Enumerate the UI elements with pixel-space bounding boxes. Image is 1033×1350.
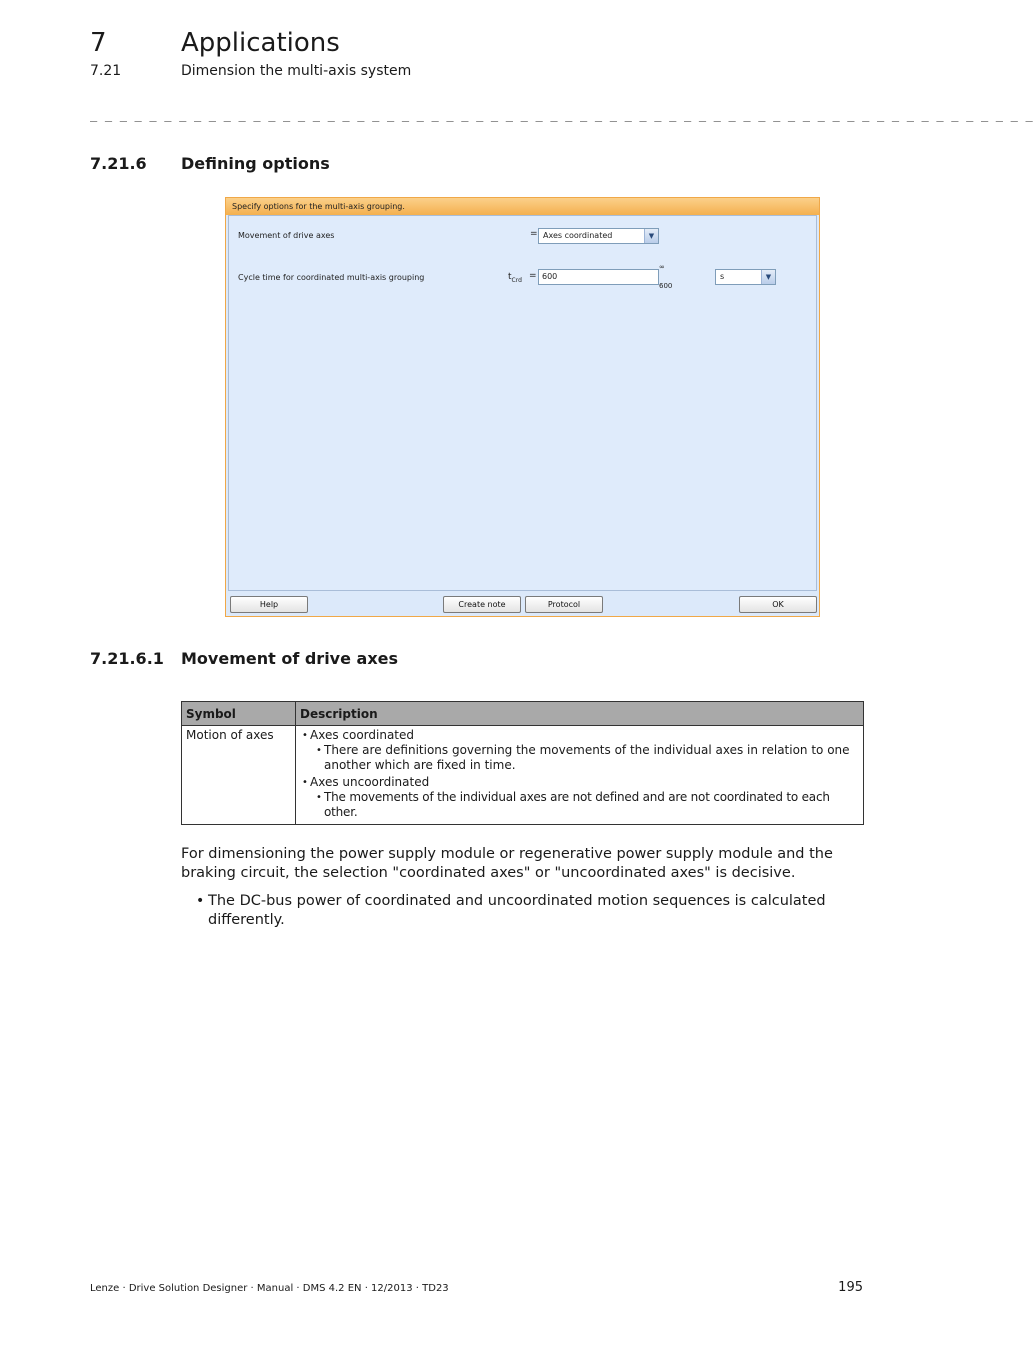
header-separator: _ _ _ _ _ _ _ _ _ _ _ _ _ _ _ _ _ _ _ _ _ _ _ _ _ _ _ _ _ _ _ _ _ _ _ _ _ _ _ _ _ _ _ _ _ _ _ _ _ _ _ _ _ _ _ _ _ _ _ _ _ _ _ _ — [90, 108, 1033, 122]
protocol-button[interactable]: Protocol — [525, 596, 603, 613]
cycle-time-symbol-main: t — [508, 272, 512, 282]
lower-limit-value: 600 — [659, 282, 673, 290]
table-cell-description — [296, 726, 864, 825]
list-subitem — [300, 743, 859, 773]
cycle-time-input[interactable]: 600 — [538, 269, 659, 285]
body-bullet — [181, 892, 865, 930]
list-item-text: Axes coordinated — [310, 728, 415, 742]
unit-select[interactable] — [715, 269, 776, 285]
list-subitem — [300, 790, 859, 820]
bullet-icon: • — [302, 777, 308, 788]
list-item-text: Axes uncoordinated — [310, 775, 430, 789]
create-note-button[interactable]: Create note — [443, 596, 521, 613]
cycle-time-label: Cycle time for coordinated multi-axis grouping — [238, 273, 425, 282]
bullet-icon: • — [302, 730, 308, 741]
chapter-number: 7 — [90, 28, 107, 58]
upper-limit-marker: ∞ — [659, 263, 665, 271]
dialog-body — [228, 215, 817, 591]
table-cell-symbol: Motion of axes — [182, 726, 296, 825]
bullet-icon: • — [316, 792, 322, 803]
page-number: 195 — [838, 1280, 863, 1295]
movement-equals: = — [530, 229, 538, 239]
table-header-description: Description — [296, 702, 864, 726]
chapter-title: Applications — [181, 28, 340, 58]
bullet-icon: • — [316, 745, 322, 756]
ok-button[interactable]: OK — [739, 596, 817, 613]
table-header-row — [182, 702, 864, 726]
movement-label: Movement of drive axes — [238, 231, 335, 240]
list-subitem-text: The movements of the individual axes are not defined and are not coordinated to each other. — [324, 790, 830, 819]
chevron-down-icon[interactable]: ▼ — [644, 229, 658, 243]
heading-number: 7.21.6 — [90, 154, 147, 173]
cycle-time-symbol-sub: Crd — [511, 276, 522, 284]
options-dialog — [225, 197, 820, 617]
subheading-number: 7.21.6.1 — [90, 649, 164, 668]
dialog-title: Specify options for the multi-axis grouping. — [226, 198, 819, 215]
table-row — [182, 726, 864, 825]
section-title: Dimension the multi-axis system — [181, 63, 412, 79]
subheading-title: Movement of drive axes — [181, 649, 399, 668]
list-subitem-text: There are definitions governing the movements of the individual axes in relation to one another which are fixed in time. — [324, 743, 850, 772]
table-header-symbol: Symbol — [182, 702, 296, 726]
movement-select-value: Axes coordinated — [543, 231, 613, 240]
list-item — [300, 775, 859, 790]
list-item — [300, 728, 859, 743]
symbol-table — [181, 701, 864, 825]
movement-select[interactable] — [538, 228, 659, 244]
body-paragraph: For dimensioning the power supply module or regenerative power supply module and the braking circuit, the selection "coordinated axes" or "uncoordinated axes" is decisive. — [181, 846, 833, 881]
cycle-time-symbol — [508, 272, 522, 284]
bullet-icon: • — [196, 893, 205, 909]
section-number: 7.21 — [90, 63, 122, 79]
chevron-down-icon[interactable]: ▼ — [761, 270, 775, 284]
footer-text: Lenze · Drive Solution Designer · Manual · DMS 4.2 EN · 12/2013 · TD23 — [90, 1283, 449, 1294]
cycle-time-equals: = — [529, 271, 537, 281]
body-bullet-text: The DC-bus power of coordinated and uncoordinated motion sequences is calculated differently. — [208, 893, 826, 928]
heading-title: Defining options — [181, 154, 330, 173]
unit-select-value: s — [720, 272, 725, 281]
dialog-footer — [226, 591, 819, 616]
help-button[interactable]: Help — [230, 596, 308, 613]
